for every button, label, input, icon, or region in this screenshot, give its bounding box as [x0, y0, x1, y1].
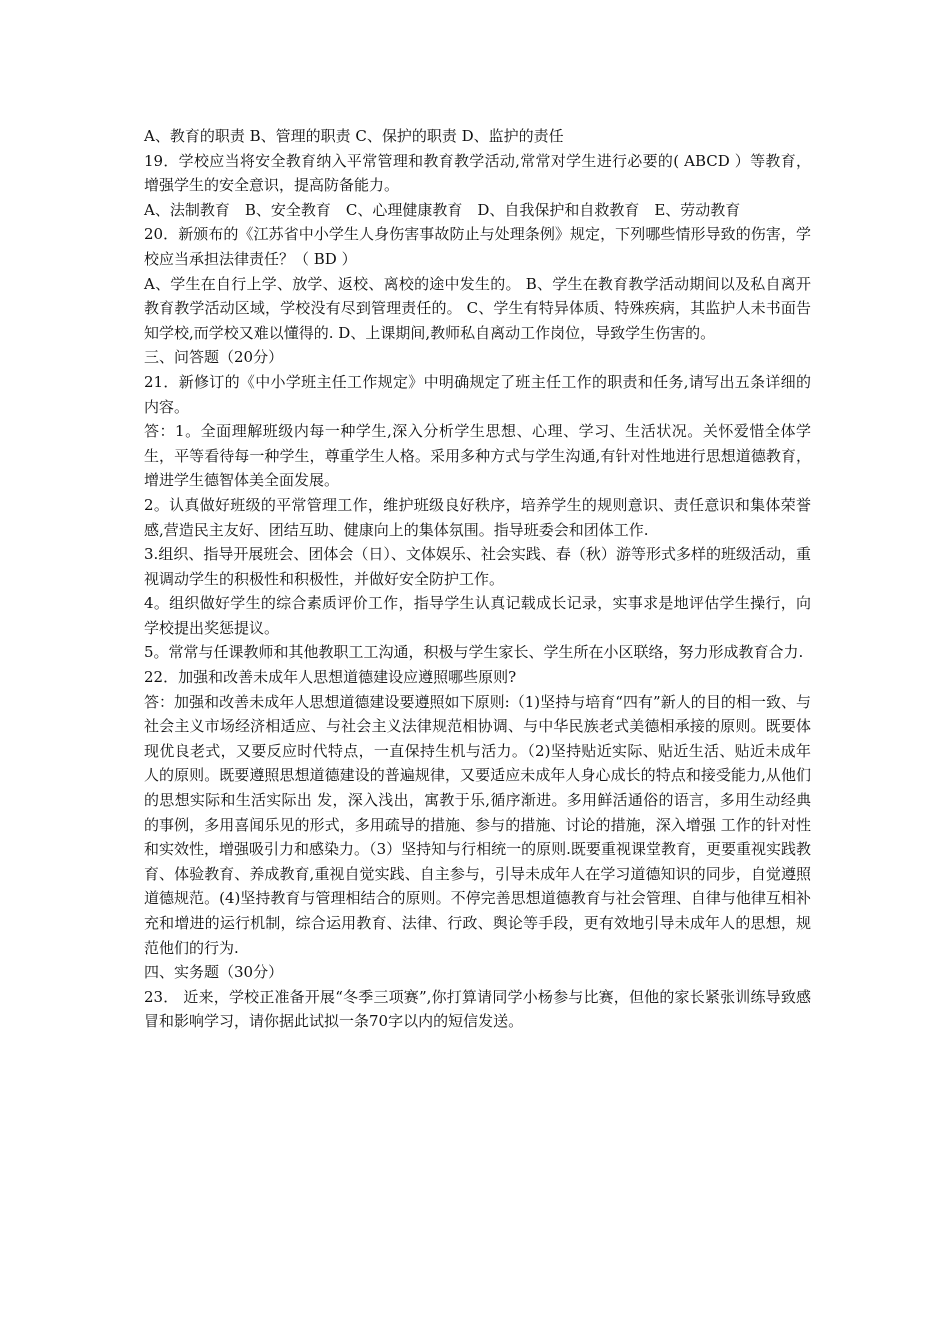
q21-answer-2: 2。认真做好班级的平常管理工作，维护班级良好秩序，培养学生的规则意识、责任意识和集体荣誉感,营造民主友好、团结互助、健康向上的集体氛围。指导班委会和团体工作. [144, 495, 811, 539]
q21-question: 21．新修订的《中小学班主任工作规定》中明确规定了班主任工作的职责和任务,请写出五条详细的内容。 [144, 372, 811, 416]
q22-question: 22．加强和改善未成年人思想道德建设应遵照哪些原则? [144, 668, 517, 687]
q21-answer-5: 5。常常与任课教师和其他教职工工沟通，积极与学生家长、学生所在小区联络，努力形成教育合力. [144, 643, 804, 662]
q21-answer-4: 4。组织做好学生的综合素质评价工作，指导学生认真记载成长记录，实事求是地评估学生操行，向学校提出奖惩提议。 [144, 594, 811, 637]
q20-options: A、学生在自行上学、放学、返校、离校的途中发生的。 B、学生在教育教学活动期间以及私自离开教育教学活动区域，学校没有尽到管理责任的。 C、学生有特异体质、特殊疾病，其监护人未书面告知学校,而学校又难以懂得的. D、上课期间,教师私自离动工作岗位，导致学生伤害的。 [144, 274, 811, 342]
q23-question: 23． 近来，学校正准备开展“冬季三项赛”,你打算请同学小杨参与比赛，但他的家长紧张训练导致感冒和影响学习，请你据此试拟一条70字以内的短信发送。 [144, 987, 811, 1031]
q18-options: A、教育的职责 B、管理的职责 C、保护的职责 D、监护的责任 [144, 127, 564, 145]
q21-answer-1: 答：1。全面理解班级内每一种学生,深入分析学生思想、心理、学习、生活状况。关怀爱惜全体学生，平等看待每一种学生，尊重学生人格。采用多种方式与学生沟通,有针对性地进行思想道德教育，增进学生德智体美全面发展。 [144, 422, 811, 490]
section-heading-4: 四、实务题（30分） [144, 963, 284, 982]
q19-question: 19．学校应当将安全教育纳入平常管理和教育教学活动,常常对学生进行必要的( ABCD ）等教育，增强学生的安全意识，提高防备能力。 [144, 151, 811, 195]
section-heading-3: 三、问答题（20分） [144, 348, 284, 367]
q19-options: A、法制教育 B、安全教育 C、心理健康教育 D、自我保护和自救教育 E、劳动教育 [144, 200, 741, 219]
q21-answer-3: 3.组织、指导开展班会、团体会（日）、文体娱乐、社会实践、春（秋）游等形式多样的班级活动，重视调动学生的积极性和积极性，并做好安全防护工作。 [144, 545, 811, 588]
q20-question: 20．新颁布的《江苏省中小学生人身伤害事故防止与处理条例》规定，下列哪些情形导致的伤害，学校应当承担法律责任？（ BD ） [144, 225, 811, 268]
document-page [144, 124, 811, 1034]
q22-answer: 答：加强和改善未成年人思想道德建设要遵照如下原则:（1)坚持与培育“四有”新人的目的相一致、与社会主义市场经济相适应、与社会主义法律规范相协调、与中华民族老式美德相承接的原则。既要体现优良老式，又要反应时代特点，一直保持生机与活力。（2)坚持贴近实际、贴近生活、贴近未成年人的原则。既要遵照思想道德建设的普遍规律，又要适应未成年人身心成长的特点和接受能力,从他们的思想实际和生活实际出 发，深入浅出，寓教于乐,循序渐进。多用鲜活通俗的语言，多用生动经典的事例，多用喜闻乐见的形式，多用疏导的措施、参与的措施、讨论的措施，深入增强 工作的针对性和实效性，增强吸引力和感染力。（3）坚持知与行相统一的原则.既要重视课堂教育，更要重视实践教育、体验教育、养成教育,重视自觉实践、自主参与，引导未成年人在学习道德知识的同步，自觉遵照道德规范。(4)坚持教育与管理相结合的原则。不停完善思想道德教育与社会管理、自律与他律互相补充和增进的运行机制，综合运用教育、法律、行政、舆论等手段，更有效地引导未成年人的思想，规范他们的行为. [144, 692, 811, 957]
